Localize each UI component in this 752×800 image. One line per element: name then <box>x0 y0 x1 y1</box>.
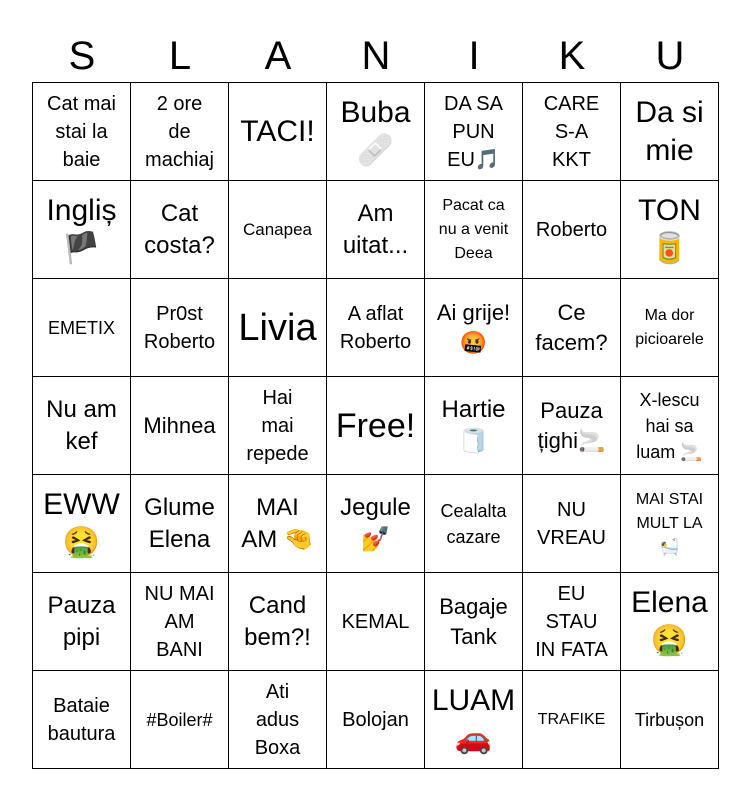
cell-text: #Boiler# <box>146 709 213 730</box>
cell-text: Bolojan <box>342 708 409 731</box>
bingo-cell[interactable] <box>131 181 229 279</box>
cell-text: TRAFIKE <box>537 710 606 728</box>
cell-text: NU VREAU <box>537 498 606 549</box>
bingo-cell[interactable] <box>621 671 719 769</box>
bingo-cell[interactable] <box>327 671 425 769</box>
cell-text: A aflat Roberto <box>339 302 412 353</box>
cell-text: NU MAI AM BANI <box>144 582 215 661</box>
cell-text: Cat mai stai la baie <box>47 92 116 171</box>
cell-text: Mihnea <box>143 412 216 438</box>
bingo-cell[interactable] <box>33 377 131 475</box>
bingo-cell[interactable] <box>621 377 719 475</box>
bingo-cell[interactable] <box>229 475 327 573</box>
cell-text: Cealalta cazare <box>440 500 507 547</box>
bingo-cell[interactable] <box>621 83 719 181</box>
header-letter: N <box>361 34 391 78</box>
cell-text: Ce facem? <box>535 299 608 355</box>
cell-text: MAI AM 🤏 <box>241 493 314 553</box>
bingo-cell[interactable] <box>131 573 229 671</box>
cell-text: Bataie bautura <box>47 694 116 745</box>
bingo-cell[interactable] <box>425 377 523 475</box>
bingo-header <box>33 30 719 82</box>
bingo-cell[interactable] <box>425 181 523 279</box>
bingo-cell[interactable] <box>33 83 131 181</box>
bingo-cell[interactable] <box>425 279 523 377</box>
header-letter: A <box>264 34 292 78</box>
bingo-cell[interactable] <box>523 475 621 573</box>
bingo-grid <box>32 82 719 769</box>
cell-text: Cand bem?! <box>244 591 311 651</box>
cell-text: Ma dor picioarele <box>635 306 704 348</box>
bingo-cell[interactable] <box>425 573 523 671</box>
cell-text: EWW 🤮 <box>43 487 120 559</box>
bingo-cell[interactable] <box>523 181 621 279</box>
bingo-cell[interactable] <box>327 475 425 573</box>
bingo-cell[interactable] <box>523 573 621 671</box>
bingo-cell[interactable] <box>523 671 621 769</box>
bingo-cell[interactable] <box>621 475 719 573</box>
bingo-cell[interactable] <box>327 279 425 377</box>
cell-text: Ai grije! 🤬 <box>436 299 511 355</box>
header-letter: U <box>655 34 685 78</box>
bingo-cell[interactable] <box>131 279 229 377</box>
cell-text: KEMAL <box>341 610 410 633</box>
cell-text: LUAM 🚗 <box>431 683 516 755</box>
bingo-cell[interactable] <box>425 671 523 769</box>
bingo-cell[interactable] <box>523 83 621 181</box>
bingo-cell[interactable] <box>523 377 621 475</box>
bingo-cell[interactable] <box>229 671 327 769</box>
cell-text: Canapea <box>242 219 312 239</box>
cell-text: Jegule 💅 <box>340 493 411 553</box>
bingo-cell[interactable] <box>229 83 327 181</box>
bingo-cell[interactable] <box>229 279 327 377</box>
cell-text: Glume Elena <box>144 493 215 553</box>
cell-text: X-lescu hai sa luam 🚬 <box>636 389 703 462</box>
bingo-cell[interactable] <box>131 671 229 769</box>
bingo-cell[interactable] <box>327 181 425 279</box>
cell-text: Free! <box>335 406 416 445</box>
bingo-cell[interactable] <box>131 377 229 475</box>
cell-text: DA SA PUN EU🎵 <box>444 92 503 171</box>
cell-text: Buba 🩹 <box>340 95 411 167</box>
cell-text: Am uitat... <box>342 199 409 259</box>
header-letter: K <box>558 34 586 78</box>
bingo-cell[interactable] <box>33 279 131 377</box>
cell-text: CARE S-A KKT <box>543 92 600 171</box>
cell-text: Pauza țighi🚬 <box>537 397 606 453</box>
bingo-cell[interactable] <box>33 475 131 573</box>
cell-text: TON 🥫 <box>638 193 701 265</box>
cell-text: Ati adus Boxa <box>254 680 301 759</box>
cell-text: Hai mai repede <box>246 386 309 465</box>
cell-text: Tirbușon <box>634 709 705 730</box>
bingo-cell[interactable] <box>229 573 327 671</box>
cell-text: Nu am kef <box>46 395 117 455</box>
cell-text: Livia <box>238 306 317 349</box>
cell-text: Roberto <box>535 218 608 241</box>
bingo-cell[interactable] <box>621 181 719 279</box>
header-letter: L <box>168 34 192 78</box>
bingo-cell[interactable] <box>33 181 131 279</box>
cell-text: Da si mie <box>635 95 704 167</box>
bingo-cell[interactable] <box>621 279 719 377</box>
cell-text: EMETIX <box>47 317 115 338</box>
cell-text: Hartie 🧻 <box>441 395 506 455</box>
cell-text: EU STAU IN FATA <box>535 582 608 661</box>
cell-text: Pauza pipi <box>47 591 116 651</box>
cell-text: Elena 🤮 <box>631 585 708 657</box>
bingo-cell[interactable] <box>33 573 131 671</box>
cell-text: Pr0st Roberto <box>143 302 216 353</box>
cell-text: Bagaje Tank <box>439 593 508 649</box>
cell-text: Cat costa? <box>144 199 215 259</box>
bingo-cell[interactable] <box>425 475 523 573</box>
bingo-cell[interactable] <box>523 279 621 377</box>
cell-text: Ingliș 🏴 <box>46 193 117 265</box>
cell-text: 2 ore de machiaj <box>145 92 214 171</box>
bingo-cell[interactable] <box>229 377 327 475</box>
bingo-cell[interactable] <box>425 83 523 181</box>
bingo-cell[interactable] <box>131 475 229 573</box>
header-letter: I <box>468 34 480 78</box>
bingo-cell[interactable] <box>327 83 425 181</box>
bingo-cell[interactable] <box>131 83 229 181</box>
cell-text: MAI STAI MULT LA 🛀 <box>635 490 704 556</box>
cell-text: TACI! <box>240 114 315 148</box>
bingo-cell[interactable] <box>327 377 425 475</box>
bingo-cell[interactable] <box>229 181 327 279</box>
header-letter: S <box>68 34 96 78</box>
bingo-cell[interactable] <box>621 573 719 671</box>
cell-text: Pacat ca nu a venit Deea <box>438 196 509 262</box>
bingo-cell[interactable] <box>327 573 425 671</box>
bingo-cell[interactable] <box>33 671 131 769</box>
